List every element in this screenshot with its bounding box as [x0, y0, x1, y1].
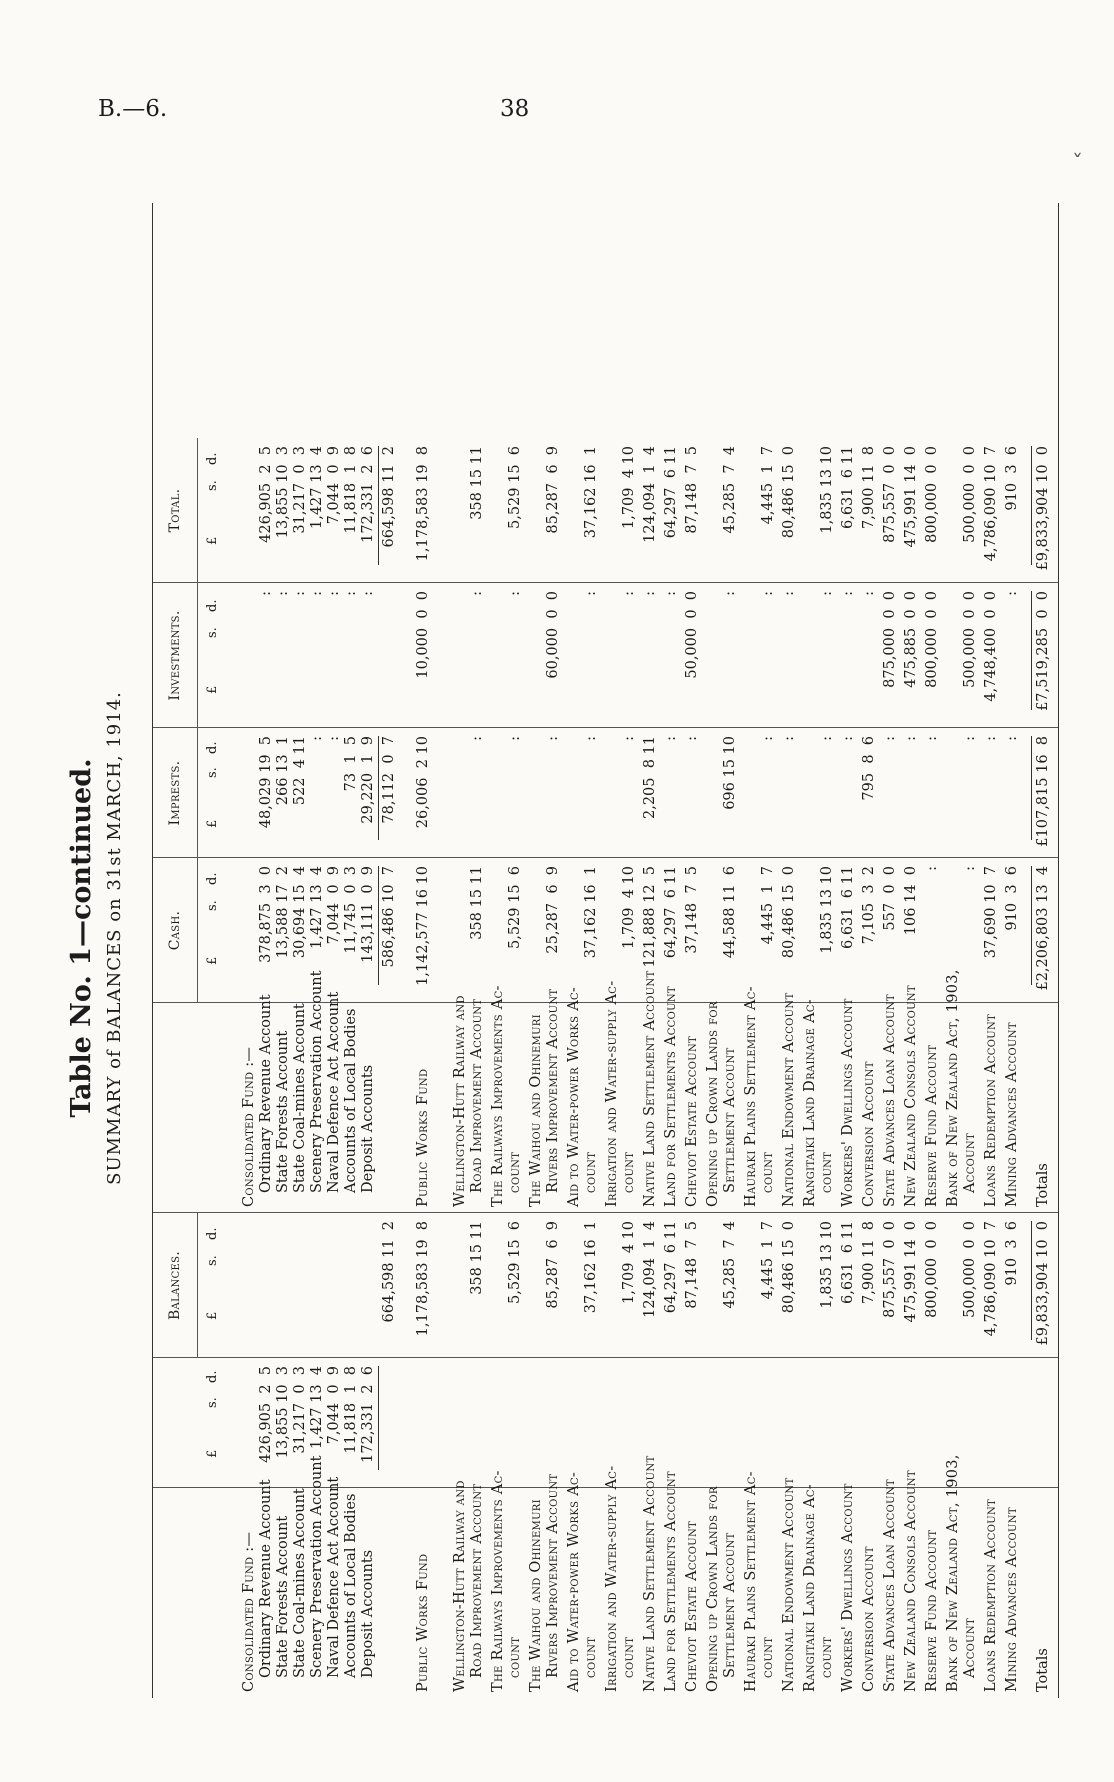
- total-value: 85,287 6 9: [545, 446, 561, 534]
- total-value: 426,905 2 5: [258, 446, 274, 543]
- investment-value: :: [722, 591, 738, 596]
- consolidated-item-label: Scenery Preservation Account: [309, 970, 325, 1193]
- total-value: 7,900 11 8: [861, 446, 877, 530]
- fund-label: Workers' Dwellings Account: [840, 998, 856, 1207]
- balance-value: 45,285 7 4: [722, 1221, 738, 1309]
- imprest-value: :: [903, 736, 919, 741]
- balance-value: 4,445 1 7: [760, 1221, 776, 1300]
- fund-label: count: [583, 1151, 599, 1193]
- consolidated-cash: 586,486 10 7: [381, 866, 397, 968]
- cash-value: :: [924, 866, 940, 871]
- cash-value: 37,148 7 5: [684, 866, 700, 954]
- fund-label: Conversion Account: [861, 1546, 877, 1692]
- investment-value: :: [469, 591, 485, 596]
- investment-value: :: [583, 591, 599, 596]
- subtotal-value: 172,331 2 6: [360, 1366, 376, 1463]
- imprest-value: :: [507, 736, 523, 741]
- fund-label: count: [760, 1636, 776, 1678]
- imprest-value: :: [882, 736, 898, 741]
- consolidated-item-label: Deposit Accounts: [360, 1064, 376, 1193]
- investment-value: :: [292, 591, 308, 596]
- total-value: 4,786,090 10 7: [983, 446, 999, 562]
- fund-label: Bank of New Zealand Act, 1903,: [945, 1454, 961, 1692]
- investment-value: :: [819, 591, 835, 596]
- fund-label: Rivers Improvement Account: [545, 1473, 561, 1678]
- fund-label: count: [583, 1636, 599, 1678]
- cash-value: 37,690 10 7: [983, 866, 999, 959]
- investment-value: :: [840, 591, 856, 596]
- investment-value: :: [663, 591, 679, 596]
- fund-label: Hauraki Plains Settlement Ac-: [743, 986, 759, 1207]
- balance-value: 37,162 16 1: [583, 1221, 599, 1314]
- fund-label: Public Works Fund: [415, 1068, 431, 1207]
- investment-value: :: [275, 591, 291, 596]
- sum-rule: [1031, 736, 1032, 840]
- imprest-value: :: [326, 736, 342, 741]
- investment-value: :: [507, 591, 523, 596]
- subtotal-column: £ s. d.: [205, 1370, 220, 1458]
- consolidated-balance: 664,598 11 2: [381, 1221, 397, 1323]
- balance-value: 1,709 4 10: [621, 1221, 637, 1305]
- sum-rule: [378, 736, 379, 840]
- total-header: Total.: [167, 488, 183, 533]
- imprest-value: 48,029 19 5: [258, 736, 274, 829]
- imprest-value: :: [621, 736, 637, 741]
- cash-header: Cash.: [167, 910, 183, 951]
- fund-label: Reserve Fund Account: [924, 1044, 940, 1207]
- total-value: 1,427 13 4: [309, 446, 325, 530]
- total-value: 1,835 13 10: [819, 446, 835, 534]
- fund-label: Loans Redemption Account: [983, 1014, 999, 1207]
- fund-label: count: [621, 1151, 637, 1193]
- imprest-value: :: [684, 736, 700, 741]
- total-value: 7,044 0 9: [326, 446, 342, 525]
- total-value: 37,162 16 1: [583, 446, 599, 539]
- imprest-value: 522 4 11: [292, 736, 308, 806]
- totals-imprest: £107,815 16 8: [1035, 736, 1051, 847]
- balance-value: 87,148 7 5: [684, 1221, 700, 1309]
- imprest-value: 266 13 1: [275, 736, 291, 806]
- subtotal-value: 31,217 0 3: [292, 1366, 308, 1454]
- page-ref: B.—6.: [98, 96, 168, 122]
- balances-table: [152, 203, 1059, 1698]
- investment-value: 800,000 0 0: [924, 591, 940, 688]
- total-value: 87,148 7 5: [684, 446, 700, 534]
- imprest-value: :: [545, 736, 561, 741]
- totals-cash: £2,206,803 13 4: [1035, 866, 1051, 991]
- fund-label: Land for Settlements Account: [663, 986, 679, 1207]
- imprest-value: 29,220 1 9: [360, 736, 376, 824]
- balance-value: 358 15 11: [469, 1221, 485, 1295]
- fund-label: The Railways Improvements Ac-: [490, 985, 506, 1207]
- consolidated-fund-heading: Consolidated Fund :—: [241, 1046, 257, 1207]
- imprest-value: :: [819, 736, 835, 741]
- cash-value: 6,631 6 11: [840, 866, 856, 950]
- fund-label: count: [621, 1636, 637, 1678]
- fund-label: New Zealand Consols Account: [903, 985, 919, 1207]
- fund-label: Land for Settlements Account: [663, 1471, 679, 1692]
- imprest-value: :: [760, 736, 776, 741]
- balance-value: 124,094 1 4: [642, 1221, 658, 1318]
- cash-column: Cash. £ s. d.: [153, 858, 1058, 1003]
- imprest-value: :: [663, 736, 679, 741]
- total-value: 1,709 4 10: [621, 446, 637, 530]
- cash-value: 30,694 15 4: [292, 866, 308, 959]
- cash-value: 1,427 13 4: [309, 866, 325, 950]
- fund-label: Wellington-Hutt Railway and: [452, 1480, 468, 1692]
- cash-value: 557 0 0: [882, 866, 898, 931]
- fund-label: State Advances Loan Account: [882, 1479, 898, 1692]
- fund-label: Settlement Account: [722, 1047, 738, 1193]
- balance-value: 80,486 15 0: [781, 1221, 797, 1314]
- cash-value: 25,287 6 9: [545, 866, 561, 954]
- total-value: 4,445 1 7: [760, 446, 776, 525]
- consolidated-item-label: State Coal-mines Account: [292, 1488, 308, 1678]
- investment-value: :: [1004, 591, 1020, 596]
- fund-label: Aid to Water-power Works Ac-: [566, 986, 582, 1207]
- cash-value: 143,111 0 9: [360, 866, 376, 963]
- fund-label: Rangitaiki Land Drainage Ac-: [802, 1484, 818, 1692]
- investment-value: 500,000 0 0: [962, 591, 978, 688]
- fund-label: National Endowment Account: [781, 1477, 797, 1692]
- investment-value: :: [326, 591, 342, 596]
- consolidated-item-label: Deposit Accounts: [360, 1549, 376, 1678]
- balances-header: Balances.: [167, 1250, 183, 1321]
- investment-value: :: [621, 591, 637, 596]
- cash-value: 358 15 11: [469, 866, 485, 940]
- balance-value: 875,557 0 0: [882, 1221, 898, 1318]
- fund-label: Rangitaiki Land Drainage Ac-: [802, 999, 818, 1207]
- sum-rule: [378, 1366, 379, 1470]
- imprest-value: :: [840, 736, 856, 741]
- cash-value: 378,875 3 0: [258, 866, 274, 963]
- investment-value: 875,000 0 0: [882, 591, 898, 688]
- sum-rule: [378, 446, 379, 565]
- imprest-value: :: [1004, 736, 1020, 741]
- fund-label: State Advances Loan Account: [882, 994, 898, 1207]
- fund-label: Wellington-Hutt Railway and: [452, 995, 468, 1207]
- balance-value: 1,835 13 10: [819, 1221, 835, 1309]
- sum-rule: [1031, 866, 1032, 985]
- sum-rule: [1031, 446, 1032, 565]
- fund-label: Road Improvement Account: [469, 998, 485, 1193]
- cash-value: :: [962, 866, 978, 871]
- imprest-value: 2,205 8 11: [642, 736, 658, 820]
- balance-value: 910 3 6: [1004, 1221, 1020, 1286]
- investment-value: :: [642, 591, 658, 596]
- investment-value: 4,748,400 0 0: [983, 591, 999, 702]
- fund-label: count: [507, 1636, 523, 1678]
- margin-mark: ˇ: [1072, 152, 1083, 177]
- fund-label: Account: [962, 1133, 978, 1193]
- consolidated-item-label: Ordinary Revenue Account: [258, 1479, 274, 1678]
- cash-value: 4,445 1 7: [760, 866, 776, 945]
- cash-value: 1,142,577 16 10: [415, 866, 431, 986]
- fund-label: Mining Advances Account: [1004, 1507, 1020, 1692]
- fund-label: The Railways Improvements Ac-: [490, 1470, 506, 1692]
- cash-value: 7,105 3 2: [861, 866, 877, 945]
- fund-label: Loans Redemption Account: [983, 1499, 999, 1692]
- cash-value: 80,486 15 0: [781, 866, 797, 959]
- table-title: Table No. 1—continued.: [66, 758, 97, 1118]
- fund-label: Cheviot Estate Account: [684, 1521, 700, 1692]
- total-value: 31,217 0 3: [292, 446, 308, 534]
- cash-value: 11,745 0 3: [343, 866, 359, 954]
- investment-value: :: [343, 591, 359, 596]
- fund-label: Account: [962, 1618, 978, 1678]
- fund-label: Rivers Improvement Account: [545, 988, 561, 1193]
- investment-value: 475,885 0 0: [903, 591, 919, 688]
- investment-value: :: [861, 591, 877, 596]
- totals-balance: £9,833,904 10 0: [1035, 1221, 1051, 1346]
- investments-column: Investments. £ s. d.: [153, 583, 1058, 728]
- imprest-value: :: [924, 736, 940, 741]
- imprest-value: :: [583, 736, 599, 741]
- investment-value: 50,000 0 0: [684, 591, 700, 679]
- cash-value: 44,588 11 6: [722, 866, 738, 959]
- imprest-value: :: [781, 736, 797, 741]
- consolidated-item-label: Accounts of Local Bodies: [343, 1493, 359, 1678]
- cash-value: 1,835 13 10: [819, 866, 835, 954]
- imprest-value: 73 1 5: [343, 736, 359, 792]
- cash-value: 64,297 6 11: [663, 866, 679, 959]
- investment-value: 60,000 0 0: [545, 591, 561, 679]
- fund-label: Workers' Dwellings Account: [840, 1483, 856, 1692]
- totals-label: Totals: [1035, 1648, 1051, 1692]
- total-value: 124,094 1 4: [642, 446, 658, 543]
- totals-total: £9,833,904 10 0: [1035, 446, 1051, 571]
- subtotal-value: 7,044 0 9: [326, 1366, 342, 1445]
- fund-label: The Waihou and Ohinemuri: [528, 1499, 544, 1692]
- total-value: 500,000 0 0: [962, 446, 978, 543]
- imprests-column: Imprests. £ s. d.: [153, 728, 1058, 858]
- consolidated-item-label: Scenery Preservation Account: [309, 1455, 325, 1678]
- fund-label: The Waihou and Ohinemuri: [528, 1014, 544, 1207]
- total-value: 5,529 15 6: [507, 446, 523, 530]
- total-column: Total. £ s. d.: [153, 438, 1058, 583]
- investments-header: Investments.: [167, 610, 183, 701]
- fund-label: Irrigation and Water-supply Ac-: [604, 980, 620, 1207]
- balance-value: 1,178,583 19 8: [415, 1221, 431, 1337]
- imprest-value: :: [309, 736, 325, 741]
- totals-investment: £7,519,285 0 0: [1035, 591, 1051, 711]
- fund-label: Native Land Settlement Account: [642, 1455, 658, 1692]
- fund-label: Irrigation and Water-supply Ac-: [604, 1465, 620, 1692]
- total-value: 80,486 15 0: [781, 446, 797, 539]
- fund-label: Aid to Water-power Works Ac-: [566, 1471, 582, 1692]
- consolidated-imprest: 78,112 0 7: [381, 736, 397, 824]
- total-value: 6,631 6 11: [840, 446, 856, 530]
- balance-value: 7,900 11 8: [861, 1221, 877, 1305]
- sum-rule: [1031, 591, 1032, 710]
- fund-label: Native Land Settlement Account: [642, 970, 658, 1207]
- total-value: 800,000 0 0: [924, 446, 940, 543]
- investment-value: :: [258, 591, 274, 596]
- rotated-table-sheet: [60, 138, 1080, 1738]
- balances-column: Balances. £ s. d.: [153, 1213, 1058, 1358]
- imprests-header: Imprests.: [167, 760, 183, 826]
- imprest-value: :: [962, 736, 978, 741]
- cash-value: 910 3 6: [1004, 866, 1020, 931]
- total-value: 45,285 7 4: [722, 446, 738, 534]
- fund-label: New Zealand Consols Account: [903, 1470, 919, 1692]
- cash-value: 5,529 15 6: [507, 866, 523, 950]
- balance-value: 4,786,090 10 7: [983, 1221, 999, 1337]
- balance-value: 475,991 14 0: [903, 1221, 919, 1323]
- investment-value: :: [360, 591, 376, 596]
- fund-label: Opening up Crown Lands for: [705, 1001, 721, 1207]
- balance-value: 6,631 6 11: [840, 1221, 856, 1305]
- cash-value: 1,709 4 10: [621, 866, 637, 950]
- balance-value: 64,297 6 11: [663, 1221, 679, 1314]
- balance-value: 500,000 0 0: [962, 1221, 978, 1318]
- fund-label: Settlement Account: [722, 1532, 738, 1678]
- fund-label: Conversion Account: [861, 1061, 877, 1207]
- imprest-value: 26,006 2 10: [415, 736, 431, 829]
- investment-value: 10,000 0 0: [415, 591, 431, 679]
- consolidated-item-label: Naval Defence Act Account: [326, 1476, 342, 1678]
- totals-label: Totals: [1035, 1163, 1051, 1207]
- fund-label: Road Improvement Account: [469, 1483, 485, 1678]
- fund-label: Hauraki Plains Settlement Ac-: [743, 1471, 759, 1692]
- total-value: 875,557 0 0: [882, 446, 898, 543]
- fund-label: count: [507, 1151, 523, 1193]
- cash-value: 37,162 16 1: [583, 866, 599, 959]
- subtotal-value: 1,427 13 4: [309, 1366, 325, 1450]
- consolidated-item-label: State Forests Account: [275, 1030, 291, 1193]
- fund-label: Reserve Fund Account: [924, 1529, 940, 1692]
- fund-label: Mining Advances Account: [1004, 1022, 1020, 1207]
- imprest-value: 795 8 6: [861, 736, 877, 801]
- cash-value: 7,044 0 9: [326, 866, 342, 945]
- consolidated-item-label: State Forests Account: [275, 1515, 291, 1678]
- fund-label: National Endowment Account: [781, 992, 797, 1207]
- sum-rule: [378, 866, 379, 985]
- total-value: 1,178,583 19 8: [415, 446, 431, 562]
- imprest-value: :: [469, 736, 485, 741]
- investment-value: :: [309, 591, 325, 596]
- consolidated-total: 664,598 11 2: [381, 446, 397, 548]
- investment-value: :: [760, 591, 776, 596]
- investment-value: :: [781, 591, 797, 596]
- total-value: 64,297 6 11: [663, 446, 679, 539]
- table-subtitle: SUMMARY of BALANCES on 31st MARCH, 1914.: [104, 691, 125, 1185]
- fund-label: Cheviot Estate Account: [684, 1036, 700, 1207]
- fund-label: Bank of New Zealand Act, 1903,: [945, 969, 961, 1207]
- cash-value: 13,588 17 2: [275, 866, 291, 959]
- sum-rule: [1031, 1221, 1032, 1340]
- fund-label: Opening up Crown Lands for: [705, 1486, 721, 1692]
- cash-value: 121,888 12 5: [642, 866, 658, 968]
- subtotal-value: 11,818 1 8: [343, 1366, 359, 1454]
- cash-value: 106 14 0: [903, 866, 919, 936]
- consolidated-item-label: Ordinary Revenue Account: [258, 994, 274, 1193]
- fund-label: count: [819, 1636, 835, 1678]
- imprest-value: 696 15 10: [722, 736, 738, 810]
- balance-value: 800,000 0 0: [924, 1221, 940, 1318]
- total-value: 172,331 2 6: [360, 446, 376, 543]
- balance-value: 85,287 6 9: [545, 1221, 561, 1309]
- consolidated-item-label: State Coal-mines Account: [292, 1003, 308, 1193]
- consolidated-item-label: Accounts of Local Bodies: [343, 1008, 359, 1193]
- total-value: 910 3 6: [1004, 446, 1020, 511]
- fund-label: Public Works Fund: [415, 1553, 431, 1692]
- total-value: 13,855 10 3: [275, 446, 291, 539]
- total-value: 475,991 14 0: [903, 446, 919, 548]
- subtotal-value: 13,855 10 3: [275, 1366, 291, 1459]
- consolidated-fund-heading: Consolidated Fund :—: [241, 1531, 257, 1692]
- subtotal-value: 426,905 2 5: [258, 1366, 274, 1463]
- balance-value: 5,529 15 6: [507, 1221, 523, 1305]
- fund-label: count: [819, 1151, 835, 1193]
- page-number: 38: [500, 96, 530, 122]
- total-value: 358 15 11: [469, 446, 485, 520]
- consolidated-item-label: Naval Defence Act Account: [326, 991, 342, 1193]
- fund-label: count: [760, 1151, 776, 1193]
- imprest-value: :: [983, 736, 999, 741]
- total-value: 11,818 1 8: [343, 446, 359, 534]
